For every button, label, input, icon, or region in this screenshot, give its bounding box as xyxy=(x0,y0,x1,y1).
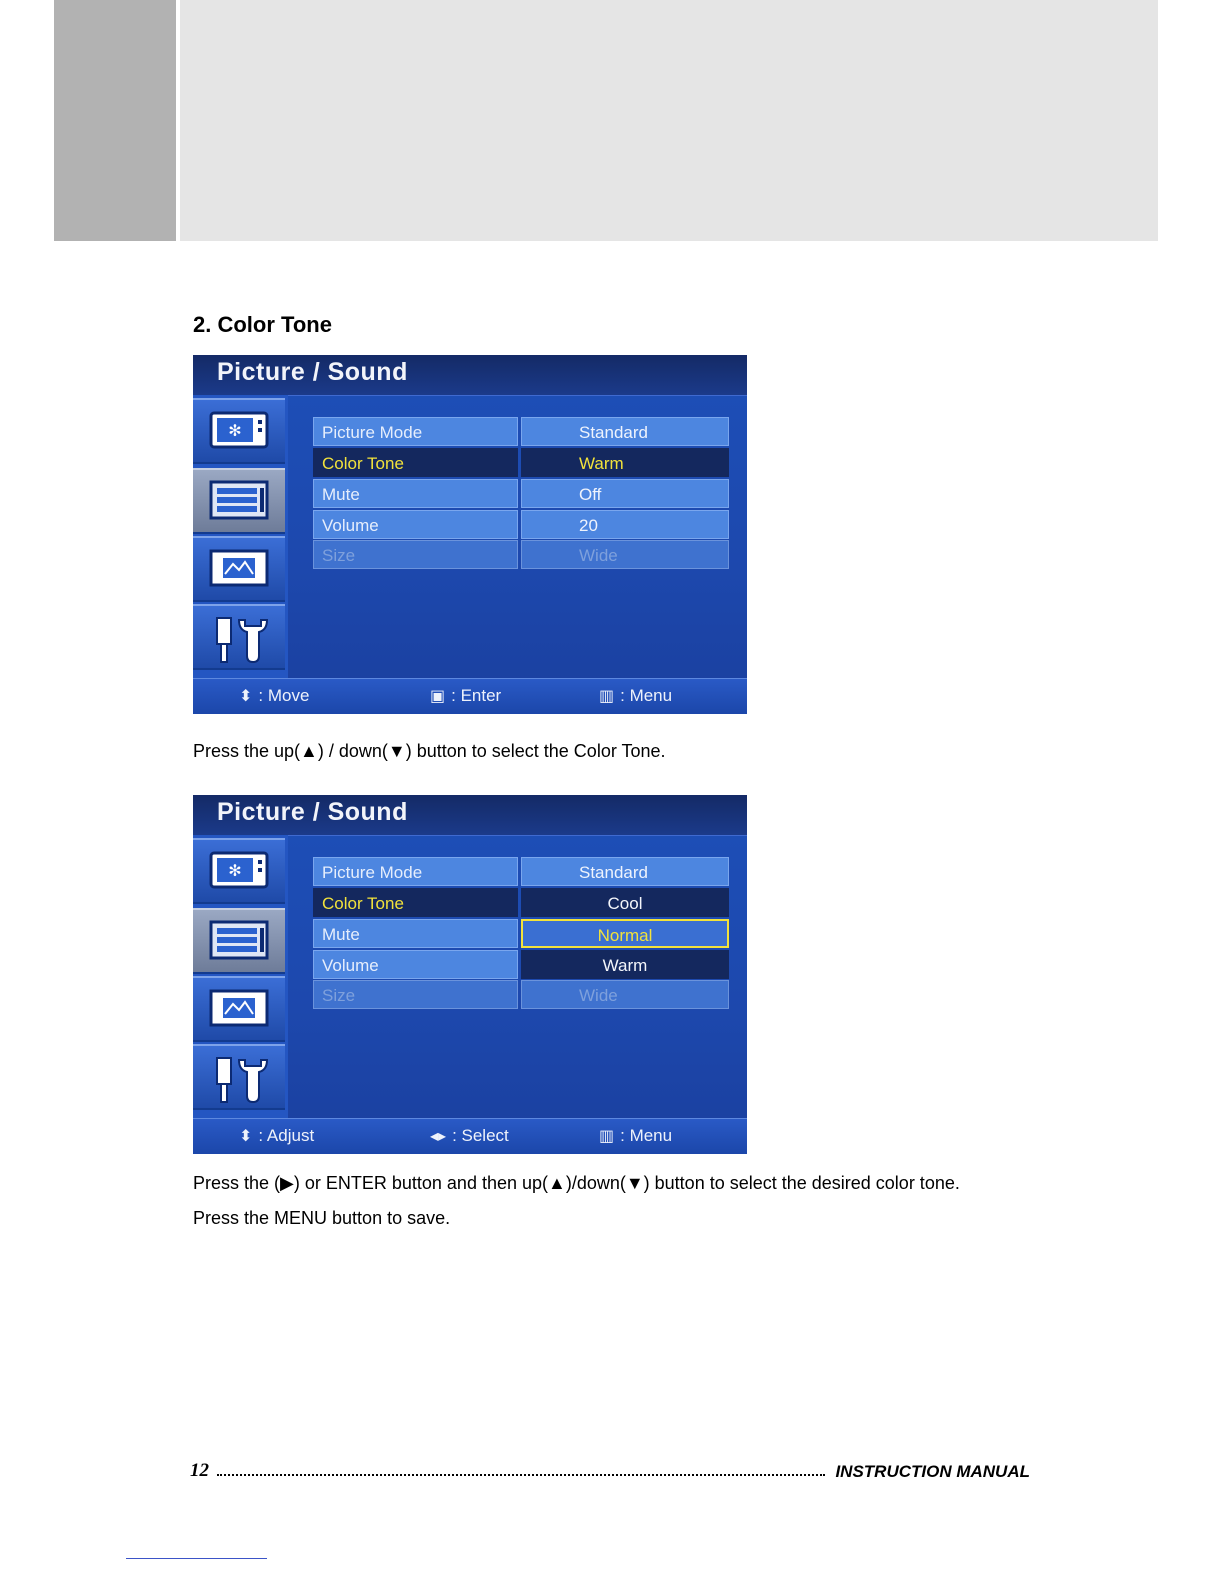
menu-label: Volume xyxy=(313,950,518,979)
hint-adjust: ⬍ : Adjust xyxy=(239,1126,315,1145)
menu-value: Wide xyxy=(521,980,729,1009)
osd-title: Picture / Sound xyxy=(217,358,408,386)
up-down-arrow-icon: ⬍ xyxy=(239,688,253,705)
menu-label: Color Tone xyxy=(313,448,518,477)
hint-menu: ▥ : Menu xyxy=(599,1126,673,1145)
tab-setup[interactable] xyxy=(193,1044,285,1110)
header-band-left xyxy=(54,0,176,241)
osd-sidebar xyxy=(193,395,288,678)
menu-row-picture-mode[interactable] xyxy=(313,857,729,886)
menu-value: Standard xyxy=(521,857,729,886)
manual-label: INSTRUCTION MANUAL xyxy=(835,1462,1030,1481)
menu-value: 20 xyxy=(521,510,729,539)
hint-move: ⬍ : Move xyxy=(239,686,310,705)
tab-picture[interactable] xyxy=(193,398,285,464)
menu-label: Color Tone xyxy=(313,888,518,917)
menu-row-size xyxy=(313,540,729,569)
menu-label: Mute xyxy=(313,479,518,508)
tab-sound[interactable] xyxy=(193,468,285,534)
tab-sound[interactable] xyxy=(193,908,285,974)
hint-enter: ▣ : Enter xyxy=(430,686,502,705)
page-number: 12 xyxy=(190,1460,209,1481)
bottom-rule xyxy=(126,1558,267,1559)
equalizer-icon xyxy=(209,480,269,520)
menu-label: Size xyxy=(313,540,518,569)
hint-menu: ▥ : Menu xyxy=(599,686,673,705)
tools-icon xyxy=(209,1056,269,1104)
enter-square-icon: ▣ xyxy=(430,688,446,705)
left-right-arrow-icon: ◂▸ xyxy=(430,1128,447,1145)
menu-row-size xyxy=(313,980,729,1009)
osd-footer xyxy=(193,1118,747,1154)
menu-value: Standard xyxy=(521,417,729,446)
caption-select-color-tone: Press the up(▲) / down(▼) button to select the Color Tone. xyxy=(193,741,666,761)
equalizer-icon xyxy=(209,920,269,960)
menu-grid-icon: ▥ xyxy=(599,1128,615,1145)
menu-label: Size xyxy=(313,980,518,1009)
caption-save: Press the MENU button to save. xyxy=(193,1208,451,1228)
osd-title-bar xyxy=(193,795,747,836)
svg-text:✻: ✻ xyxy=(228,421,242,440)
page-footer xyxy=(190,1460,1030,1484)
osd-screen-select-color-tone xyxy=(193,355,747,714)
caption-choose-tone: Press the (▶) or ENTER button and then up(▲)/down(▼) button to select the desired color tone. xyxy=(193,1173,960,1193)
option-warm[interactable]: Warm xyxy=(521,950,729,979)
tab-screen[interactable] xyxy=(193,976,285,1042)
monitor-icon xyxy=(209,850,269,890)
menu-value: Wide xyxy=(521,540,729,569)
tools-icon xyxy=(209,616,269,664)
tab-setup[interactable] xyxy=(193,604,285,670)
menu-label: Volume xyxy=(313,510,518,539)
option-normal[interactable]: Normal xyxy=(521,919,729,948)
monitor-icon xyxy=(209,410,269,450)
picture-frame-icon xyxy=(209,988,269,1028)
menu-value: Warm xyxy=(521,448,729,477)
svg-text:✻: ✻ xyxy=(228,861,242,880)
dotted-leader xyxy=(217,1474,825,1476)
osd-footer xyxy=(193,678,747,714)
menu-row-mute[interactable] xyxy=(313,479,729,508)
osd-sidebar xyxy=(193,835,288,1118)
up-down-arrow-icon: ⬍ xyxy=(239,1128,253,1145)
menu-value: Off xyxy=(521,479,729,508)
header-band-right xyxy=(180,0,1158,241)
menu-label: Picture Mode xyxy=(313,417,518,446)
menu-row-color-tone[interactable] xyxy=(313,448,729,477)
option-cool[interactable]: Cool xyxy=(521,888,729,917)
menu-row-volume[interactable] xyxy=(313,510,729,539)
osd-title-bar xyxy=(193,355,747,396)
menu-label: Mute xyxy=(313,919,518,948)
tab-screen[interactable] xyxy=(193,536,285,602)
menu-label: Picture Mode xyxy=(313,857,518,886)
picture-frame-icon xyxy=(209,548,269,588)
menu-row-picture-mode[interactable] xyxy=(313,417,729,446)
tab-picture[interactable] xyxy=(193,838,285,904)
osd-title: Picture / Sound xyxy=(217,798,408,826)
hint-select: ◂▸ : Select xyxy=(430,1126,509,1145)
osd-screen-choose-tone xyxy=(193,795,747,1154)
section-title: 2. Color Tone xyxy=(193,312,332,337)
menu-grid-icon: ▥ xyxy=(599,688,615,705)
